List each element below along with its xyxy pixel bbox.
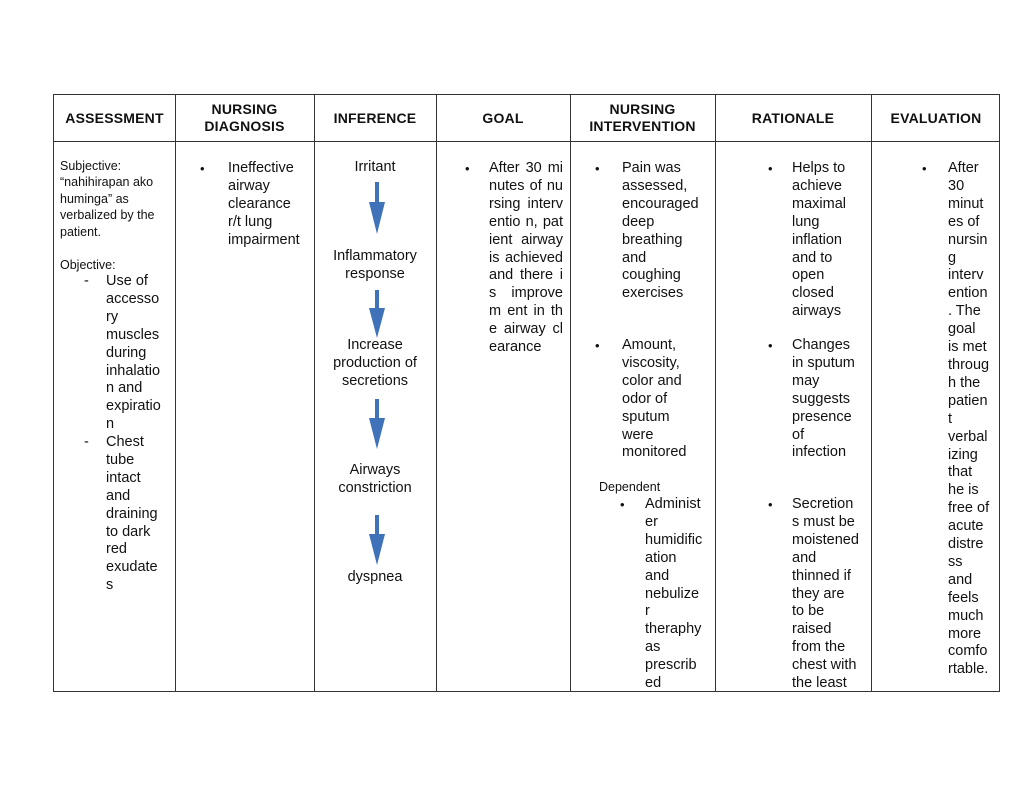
column-divider — [715, 95, 716, 691]
rationale-item-secretions: Secretion s must be moistened and thinned if they are to be raised from the chest with the least — [792, 496, 859, 692]
header-nursing-diagnosis: NURSING DIAGNOSIS — [204, 101, 285, 134]
down-arrow-icon — [366, 399, 388, 449]
header-rationale: RATIONALE — [751, 109, 835, 126]
down-arrow-icon — [366, 515, 388, 565]
header-divider — [54, 141, 999, 142]
down-arrow-icon — [366, 290, 388, 338]
goal-text: After 30 minutes of nursing interventio n, patient airway is achieved and there is improvem ent in the airway clearance — [489, 160, 563, 356]
header-nursing-intervention: NURSING INTERVENTION — [589, 101, 696, 134]
bullet: • — [465, 161, 470, 176]
dash-marker: - — [84, 273, 89, 289]
dash-marker: - — [84, 434, 89, 450]
arrow-shaft — [375, 515, 379, 536]
header-evaluation: EVALUATION — [890, 109, 982, 126]
inference-step-secretions: Increase production of secretions — [333, 337, 417, 389]
inference-step-irritant: Irritant — [354, 159, 396, 175]
arrow-head — [369, 418, 385, 449]
intervention-item-humidification: Administ er humidific ation and nebulize r theraphy as prescrib ed — [645, 496, 703, 692]
diagnosis-text: Ineffective airway clearance r/t lung impairment — [228, 160, 300, 248]
bullet: • — [922, 161, 927, 176]
bullet: • — [768, 161, 773, 176]
subjective-text: Subjective: “nahihirapan ako huminga” as verbalized by the patient. — [60, 159, 155, 239]
header-goal: GOAL — [482, 109, 524, 126]
inference-step-constriction: Airways constriction — [338, 462, 412, 496]
arrow-shaft — [375, 182, 379, 204]
column-divider — [314, 95, 315, 691]
column-divider — [175, 95, 176, 691]
dependent-label: Dependent — [599, 480, 661, 494]
arrow-shaft — [375, 290, 379, 310]
arrow-head — [369, 534, 385, 565]
column-divider — [436, 95, 437, 691]
column-divider — [570, 95, 571, 691]
arrow-shaft — [375, 399, 379, 420]
intervention-item-sputum: Amount, viscosity, color and odor of sputum were monitored — [622, 337, 687, 461]
evaluation-text: After 30 minut es of nursin g interv ention . The goal is met throug h the patien t verbal izing that he is free of acute distre ss and feels much more comfo rtable. — [948, 160, 990, 678]
bullet: • — [595, 338, 600, 353]
objective-label: Objective: — [60, 258, 116, 272]
rationale-item-sputum-changes: Changes in sputum may suggests presence of infection — [792, 337, 855, 461]
bullet: • — [200, 161, 205, 176]
inference-step-dyspnea: dyspnea — [347, 569, 403, 585]
objective-item-chest-tube: Chest tube intact and draining to dark red exudate s — [106, 434, 158, 594]
bullet: • — [595, 161, 600, 176]
intervention-item-pain: Pain was assessed, encouraged deep breathing and coughing exercises — [622, 160, 699, 302]
header-assessment: ASSESSMENT — [65, 109, 164, 126]
arrow-head — [369, 308, 385, 338]
column-divider — [871, 95, 872, 691]
inference-step-inflammatory: Inflammatory response — [333, 248, 417, 282]
care-plan-table — [53, 94, 1000, 692]
down-arrow-icon — [366, 182, 388, 234]
arrow-head — [369, 202, 385, 234]
rationale-item-lung-inflation: Helps to achieve maximal lung inflation and to open closed airways — [792, 160, 846, 320]
bullet: • — [768, 338, 773, 353]
bullet: • — [620, 497, 625, 512]
bullet: • — [768, 497, 773, 512]
objective-item-accessory-muscles: Use of accesso ry muscles during inhalatio n and expiratio n — [106, 273, 161, 433]
header-inference: INFERENCE — [333, 109, 417, 126]
